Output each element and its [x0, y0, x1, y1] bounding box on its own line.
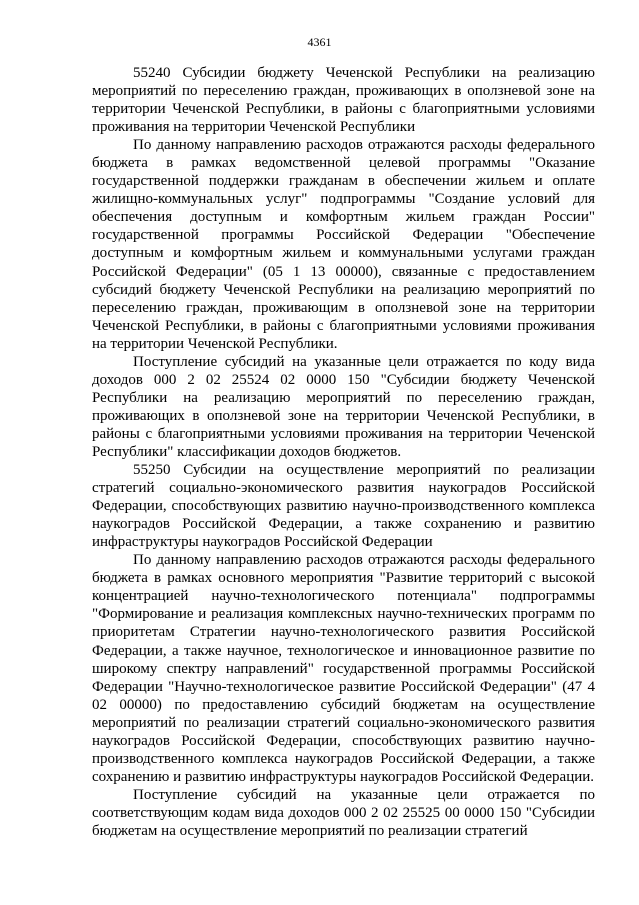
paragraph-55250-heading: 55250 Субсидии на осуществление мероприятий по реализации стратегий социально-экономического развития наукоградов Российской Федерации, способствующих развитию научно-производственного комплекса наукоградов Российской Федерации, а также сохранению и развитию инфраструктуры наукоградов Российской Федерации: [92, 462, 595, 551]
document-body: [92, 64, 595, 840]
paragraph-55240-revenue: Поступление субсидий на указанные цели отражается по коду вида доходов 000 2 02 25524 02 0000 150 "Субсидии бюджету Чеченской Республики на реализацию мероприятий по переселению граждан, проживающих в оползневой зоне на территории Чеченской Республики, в районы с благоприятными условиями проживания на территории Чеченской Республики" классификации доходов бюджетов.: [92, 353, 595, 460]
paragraph-55240-heading: 55240 Субсидии бюджету Чеченской Республики на реализацию мероприятий по переселению граждан, проживающих в оползневой зоне на территории Чеченской Республики, в районы с благоприятными условиями проживания на территории Чеченской Республики: [92, 65, 595, 136]
paragraph-55250-expenses: По данному направлению расходов отражаются расходы федерального бюджета в рамках основного мероприятия "Развитие территорий с высокой концентрацией научно-технологического потенциала" подпрограммы "Формирование и реализация комплексных научно-технических программ по приоритетам Стратегии научно-технологического развития Российской Федерации, а также научное, технологическое и инновационное развитие по широкому спектру направлений" государственной программы Российской Федерации "Научно-технологическое развитие Российской Федерации" (47 4 02 00000) по предоставлению субсидий бюджетам на осуществление мероприятий по реализации стратегий социально-экономического развития наукоградов Российской Федерации, способствующих развитию научно-производственного комплекса наукоградов Российской Федерации, а также сохранению и развитию инфраструктуры наукоградов Российской Федерации.: [92, 552, 595, 785]
paragraph-55250-revenue: Поступление субсидий на указанные цели отражается по соответствующим кодам вида доходов 000 2 02 25525 00 0000 150 "Субсидии бюджетам на осуществление мероприятий по реализации стратегий: [92, 786, 595, 839]
page-number: 4361: [307, 35, 332, 49]
paragraph-55240-expenses: По данному направлению расходов отражаются расходы федерального бюджета в рамках ведомственной целевой программы "Оказание государственной поддержки гражданам в обеспечении жильем и оплате жилищно-коммунальных услуг" подпрограммы "Создание условий для обеспечения доступным и комфортным жильем граждан России" государственной программы Российской Федерации "Обеспечение доступным и комфортным жильем и коммунальными услугами граждан Российской Федерации" (05 1 13 00000), связанные с предоставлением субсидий бюджету Чеченской Республики на реализацию мероприятий по переселению граждан, проживающим в оползневой зоне на территории Чеченской Республики, в районы с благоприятными условиями проживания на территории Чеченской Республики.: [92, 137, 595, 352]
